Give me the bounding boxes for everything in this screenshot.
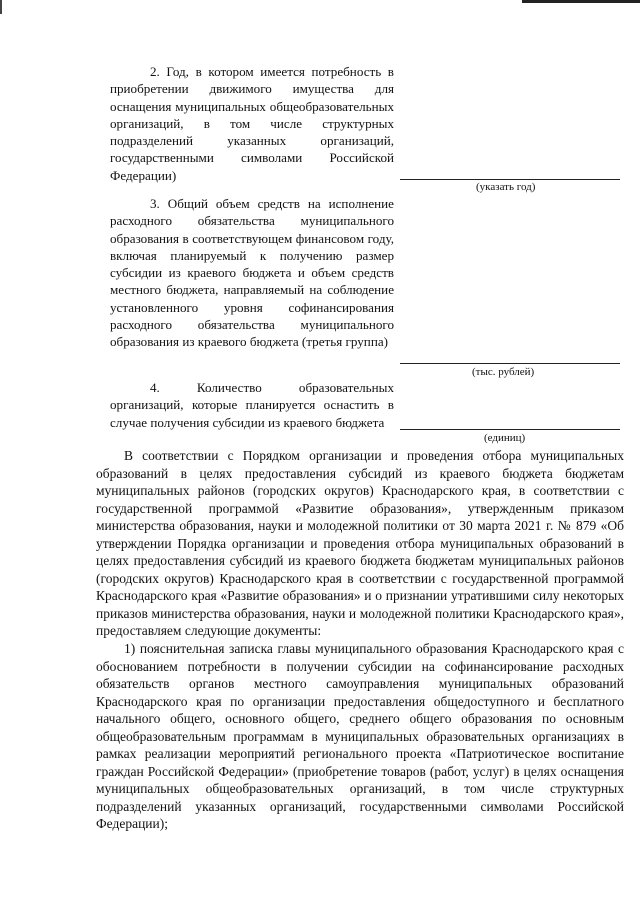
budget-caption: (тыс. рублей): [472, 366, 535, 378]
scan-edge-mark: [522, 0, 640, 3]
scan-edge-mark: [0, 0, 2, 14]
form-item-year-text: 2. Год, в котором имеется потребность в приобретении движимого имущества для оснащения муниципальных общеобразовательных организаций, в том числе структурных подразделений указанных организаций, государственными символами Российской Федерации): [110, 64, 394, 183]
body-paragraph: 1) пояснительная записка главы муниципального образования Краснодарского края с обоснованием потребности в получении субсидии на софинансирование расходных обязательств органов местного самоуправления муниципальных образований Краснодарского края по организации предоставления общедоступного и бесплатного начального общего, основного общего, среднего общего образования по основным общеобразовательным программам в муниципальных образовательных организациях в рамках реализации мероприятий регионального проекта «Патриотическое воспитание граждан Российской Федерации» (приобретение товаров (работ, услуг) в целях оснащения муниципальных общеобразовательных организаций, в том числе структурных подразделений указанных организаций, государственными символами Российской Федерации);: [96, 641, 624, 832]
document-body: [96, 447, 624, 833]
form-item-budget-volume: [110, 195, 394, 351]
year-caption: (указать год): [476, 181, 536, 193]
count-fill-line: [400, 429, 620, 430]
form-item-organizations-count: [110, 379, 394, 431]
count-caption: (единиц): [484, 432, 526, 444]
year-fill-line: [400, 179, 620, 180]
form-item-organizations-count-text: 4. Количество образовательных организаций, которые планируется оснастить в случае получения субсидии из краевого бюджета: [110, 380, 394, 430]
form-item-budget-volume-text: 3. Общий объем средств на исполнение расходного обязательства муниципального образования в соответствующем финансовом году, включая планируемый к получению размер субсидии из краевого бюджета и объем средств местного бюджета, направляемый на соблюдение установленного уровня софинансирования расходного обязательства муниципального образования из краевого бюджета (третья группа): [110, 196, 394, 350]
budget-fill-line: [400, 363, 620, 364]
body-paragraph: В соответствии с Порядком организации и проведения отбора муниципальных образований в целях предоставления субсидий из краевого бюджета бюджетам муниципальных районов (городских округов) Краснодарского края, в соответствии с государственной программой «Развитие образования», утвержденным приказом министерства образования, науки и молодежной политики от 30 марта 2021 г. № 879 «Об утверждении Порядка организации и проведения отбора муниципальных образований в целях предоставления субсидий из краевого бюджета бюджетам муниципальных районов (городских округов) Краснодарского края в соответствии с государственной программой Краснодарского края «Развитие образования» и о признании утратившими силу некоторых приказов министерства образования, науки и молодежной политики Краснодарского края», предоставляем следующие документы:: [96, 448, 624, 639]
form-item-year: [110, 63, 394, 184]
